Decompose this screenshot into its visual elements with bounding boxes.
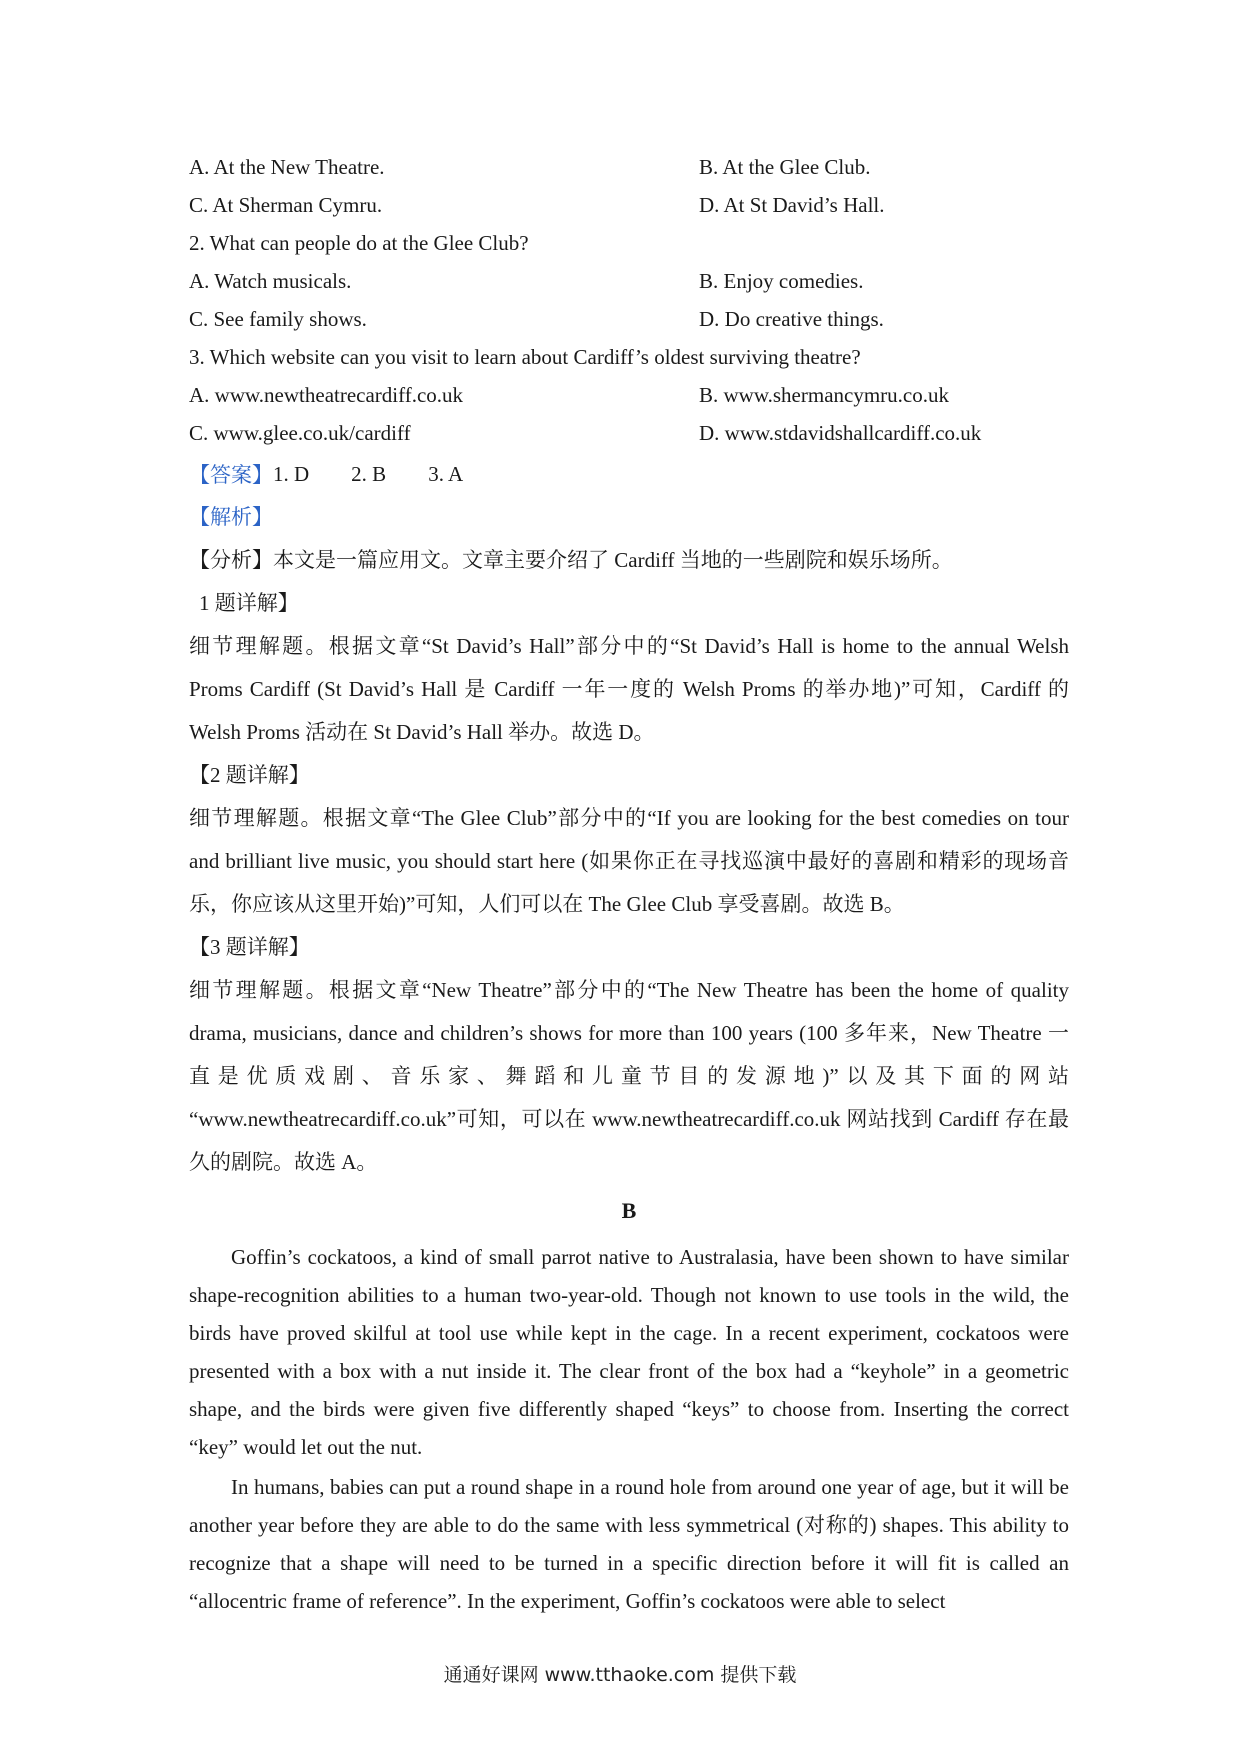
analysis-summary: 【分析】本文是一篇应用文。文章主要介绍了 Cardiff 当地的一些剧院和娱乐场所。	[189, 548, 953, 572]
q2-option-d: D. Do creative things.	[699, 306, 884, 331]
detail-3-text: 细节理解题。根据文章“New Theatre”部分中的“The New Theatre has been the home of quality drama, musicians, dance and children’s shows for more than 100 years (100 多年来，New Theatre 一直是优质戏剧、音乐家、舞蹈和儿童节目的发源地)”以及其下面的网站 “www.newtheatrecardiff.co.uk”可知，可以在 www.newtheatrecardiff.co.uk 网站找到 Cardiff 存在最久的剧院。故选 A。	[189, 978, 1069, 1174]
q1-option-a: A. At the New Theatre.	[189, 154, 385, 179]
q2-option-c: C. See family shows.	[189, 306, 367, 331]
q3-option-c: C. www.glee.co.uk/cardiff	[189, 420, 411, 445]
section-b-title: B	[621, 1198, 637, 1223]
q1-option-d: D. At St David’s Hall.	[699, 192, 885, 217]
detail-3-heading: 【3 题详解】	[189, 935, 310, 959]
detail-2-text: 细节理解题。根据文章“The Glee Club”部分中的“If you are looking for the best comedies on tour and brilliant live music, you should start here (如果你正在寻找巡演中最好的喜剧和精彩的现场音乐，你应该从这里开始)”可知，人们可以在 The Glee Club 享受喜剧。故选 B。	[189, 806, 1069, 916]
analysis-label: 【解析】	[189, 505, 273, 529]
detail-1-text: 细节理解题。根据文章“St David’s Hall”部分中的“St David’s Hall is home to the annual Welsh Proms Cardiff (St David’s Hall 是 Cardiff 一年一度的 Welsh Proms 的举办地)”可知，Cardiff 的 Welsh Proms 活动在 St David’s Hall 举办。故选 D。	[189, 634, 1069, 744]
q2-options-row-2	[189, 300, 1069, 338]
answer-label: 【答案】	[189, 463, 273, 487]
q3-option-d: D. www.stdavidshallcardiff.co.uk	[699, 420, 982, 445]
q2-question: 2. What can people do at the Glee Club?	[189, 230, 529, 255]
q1-option-b: B. At the Glee Club.	[699, 154, 871, 179]
page-footer: 通通好课网 www.tthaoke.com 提供下载	[443, 1664, 797, 1686]
answer-line	[189, 452, 1069, 496]
answer-2: 2. B	[351, 461, 387, 486]
detail-1-heading: 1 题详解】	[199, 591, 299, 615]
section-b-paragraph-1: Goffin’s cockatoos, a kind of small parrot native to Australasia, have been shown to have similar shape-recognition abilities to a human two-year-old. Though not known to use tools in the wild, the birds have proved skilful at tool use while kept in the cage. In a recent experiment, cockatoos were presented with a box with a nut inside it. The clear front of the box had a “keyhole” in a geometric shape, and the birds were given five differently shaped “keys” to choose from. Inserting the correct “key” would let out the nut.	[189, 1245, 1069, 1459]
detail-2-heading: 【2 题详解】	[189, 763, 310, 787]
document-page	[189, 148, 1069, 1620]
q2-options-row-1	[189, 262, 1069, 300]
q2-option-b: B. Enjoy comedies.	[699, 268, 864, 293]
q1-options-row-1	[189, 148, 1069, 186]
q2-option-a: A. Watch musicals.	[189, 268, 352, 293]
q3-question: 3. Which website can you visit to learn about Cardiff’s oldest surviving theatre?	[189, 344, 861, 369]
q3-option-b: B. www.shermancymru.co.uk	[699, 382, 950, 407]
q1-options-row-2	[189, 186, 1069, 224]
q3-options-row-2	[189, 414, 1069, 452]
section-b-paragraph-2: In humans, babies can put a round shape in a round hole from around one year of age, but it will be another year before they are able to do the same with less symmetrical (对称的) shapes. This ability to recognize that a shape will need to be turned in a specific direction before it will fit is called an “allocentric frame of reference”. In the experiment, Goffin’s cockatoos were able to select	[189, 1475, 1069, 1613]
q1-option-c: C. At Sherman Cymru.	[189, 192, 383, 217]
answer-3: 3. A	[428, 461, 464, 486]
answer-1: 1. D	[273, 461, 310, 486]
q3-option-a: A. www.newtheatrecardiff.co.uk	[189, 382, 464, 407]
q3-options-row-1	[189, 376, 1069, 414]
